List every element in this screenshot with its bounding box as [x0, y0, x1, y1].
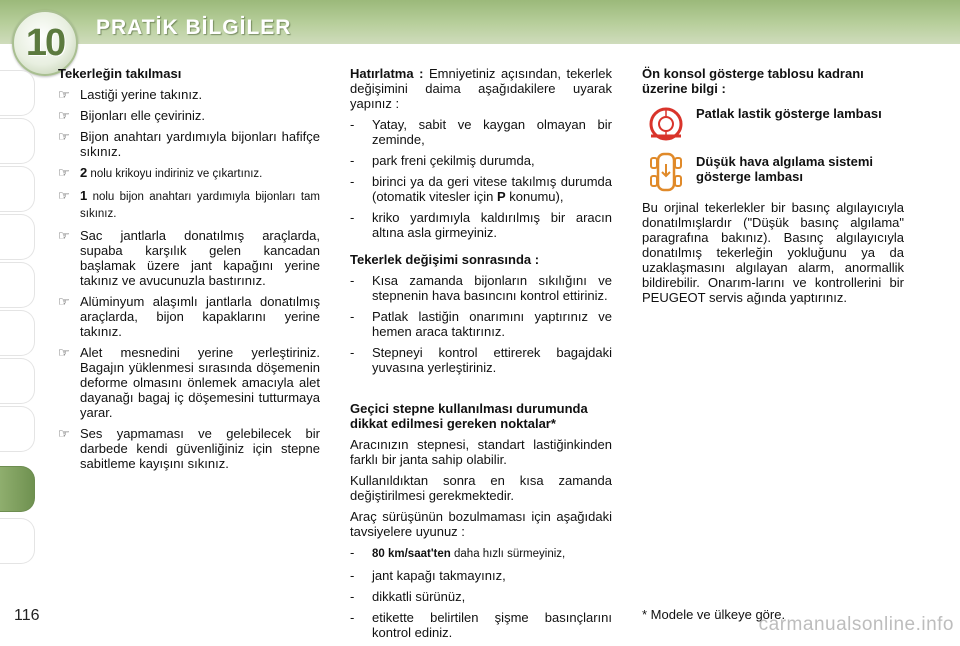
- list-item-bold: 80 km/saat'ten: [372, 548, 451, 560]
- list-item: [350, 610, 612, 640]
- chapter-number: 10: [25, 21, 65, 64]
- list-item-text: Sac jantlarla donatılmış araçlarda, supaba karşılık gelen kancadan başlamak üzere jant kapağını yerine takınız ve avucunuzla bastırınız.: [80, 228, 320, 288]
- list-item-text: Alüminyum alaşımlı jantlarla donatılmış araçlarda, bijon kapaklarını yerine takınız.: [80, 294, 320, 339]
- list-item-text: park freni çekilmiş durumda,: [372, 153, 535, 168]
- dash-bullet: -: [350, 174, 355, 189]
- pointing-hand-icon: ☞: [58, 188, 70, 203]
- list-item-text: Patlak lastiğin onarımını yaptırınız ve hemen araca taktırınız.: [372, 309, 612, 339]
- column-instrument-panel: [642, 66, 904, 311]
- page-title: PRATİK BİLGİLER: [96, 16, 292, 39]
- pointing-hand-icon: ☞: [58, 345, 70, 360]
- list-item-text: etikette belirtilen şişme basınçlarını kontrol ediniz.: [372, 610, 612, 640]
- paragraph: Aracınızın stepnesi, standart lastiğinkinden farklı bir janta sahip olabilir.: [350, 437, 612, 467]
- chapter-tab[interactable]: [0, 70, 35, 116]
- dash-bullet: -: [350, 210, 355, 225]
- list-item: [350, 210, 612, 240]
- instruction-list: [58, 87, 320, 471]
- flat-tyre-lamp-row: [642, 102, 904, 146]
- list-item: [58, 165, 320, 182]
- chapter-tab[interactable]: [0, 262, 35, 308]
- dash-bullet: -: [350, 153, 355, 168]
- list-item: [350, 309, 612, 339]
- step-number: 1: [80, 188, 88, 203]
- list-item-text: [372, 174, 612, 204]
- list-item-text: dikkatli sürünüz,: [372, 589, 466, 604]
- list-item-text: Kısa zamanda bijonların sıkılığını ve stepnenin hava basıncını kontrol ettiriniz.: [372, 273, 612, 303]
- reminder-list: [350, 117, 612, 240]
- chapter-tab[interactable]: [0, 214, 35, 260]
- list-item: [350, 545, 612, 562]
- pointing-hand-icon: ☞: [58, 228, 70, 243]
- list-item-text: Alet mesnedini yerine yerleştiriniz. Bagajın yüklenmesi sırasında döşemenin deforme olmasını önlemek amacıyla alet dayanağı bagaj iç döşemesini tutturmaya yarar.: [80, 345, 320, 420]
- list-item-text: jant kapağı takmayınız,: [372, 568, 506, 583]
- chapter-tab[interactable]: [0, 166, 35, 212]
- list-item-text: kriko yardımıyla kaldırılmış bir aracın altına asla girmeyiniz.: [372, 210, 612, 240]
- list-item-text: [80, 165, 320, 182]
- list-item: [58, 188, 320, 222]
- reminder-text: Emniyetiniz açısından, tekerlek değişimini daima aşağıdakilere uyarak yapınız :: [350, 66, 612, 111]
- list-item-text: Lastiği yerine takınız.: [80, 87, 203, 102]
- dash-bullet: -: [350, 545, 355, 560]
- list-item-text: [372, 545, 612, 562]
- list-item-text: Bijonları elle çeviriniz.: [80, 108, 205, 123]
- dash-bullet: -: [350, 117, 355, 132]
- low-pressure-lamp-row: [642, 150, 904, 194]
- list-item-text: Ses yapmaması ve gelebilecek bir darbede kendi güvenliğiniz için stepne sabitleme kayışını sıkınız.: [80, 426, 320, 471]
- list-item: [58, 87, 320, 102]
- list-item-text: Yatay, sabit ve kaygan olmayan bir zeminde,: [372, 117, 612, 147]
- pointing-hand-icon: ☞: [58, 426, 70, 441]
- reminder-label: Hatırlatma :: [350, 66, 424, 81]
- step-number: 2: [80, 165, 88, 180]
- dash-bullet: -: [350, 309, 355, 324]
- reminder-paragraph: [350, 66, 612, 111]
- list-item: [58, 108, 320, 123]
- pointing-hand-icon: ☞: [58, 165, 70, 180]
- dash-bullet: -: [350, 273, 355, 288]
- low-pressure-warning-icon: [642, 150, 696, 194]
- list-item-text-part: nolu krikoyu indiriniz ve çıkartınız.: [87, 168, 263, 180]
- list-item: [58, 294, 320, 339]
- flat-tyre-warning-icon: [642, 102, 696, 146]
- paragraph: Kullanıldıktan sonra en kısa zamanda değiştirilmesi gerekmektedir.: [350, 473, 612, 503]
- list-item-bold: P: [496, 189, 506, 204]
- section-heading: Geçici stepne kullanılması durumunda dikkat edilmesi gereken noktalar*: [350, 401, 588, 431]
- pointing-hand-icon: ☞: [58, 108, 70, 123]
- chapter-tab[interactable]: [0, 118, 35, 164]
- list-item: [58, 345, 320, 420]
- list-item-text-part: birinci ya da geri vitese takılmış durumda (otomatik vitesler için: [372, 174, 612, 204]
- list-item: [58, 426, 320, 471]
- list-item: [58, 129, 320, 159]
- list-item-text: [80, 188, 320, 222]
- column-reminder: [350, 66, 612, 646]
- list-item: [350, 589, 612, 604]
- list-item: [350, 174, 612, 204]
- page-number: 116: [14, 607, 40, 624]
- list-item: [350, 568, 612, 583]
- watermark: carmanualsonline.info: [758, 614, 954, 635]
- column-wheel-fitting: [58, 66, 320, 477]
- list-item-text: Bijon anahtarı yardımıyla bijonları hafifçe sıkınız.: [80, 129, 320, 159]
- paragraph: Araç sürüşünün bozulmaması için aşağıdaki tavsiyelere uyunuz :: [350, 509, 612, 539]
- after-change-list: [350, 273, 612, 375]
- footnote: * Modele ve ülkeye göre.: [642, 607, 786, 622]
- list-item: [350, 117, 612, 147]
- dash-bullet: -: [350, 610, 355, 625]
- pointing-hand-icon: ☞: [58, 87, 70, 102]
- sensor-paragraph: Bu orjinal tekerlekler bir basınç algılayıcıyla donatılmışlardır ("Düşük basınç algılama" paragrafına bakınız). Basınç algılayıcıyla donatılmış tekerleğin yokluğunu ya da uzaklaşmasını algılayan alarm, anormallik bildirebilir. Onarım-larını ve kontrollerini bir PEUGEOT servis ağında yaptırınız.: [642, 200, 904, 305]
- lamp-label: Patlak lastik gösterge lambası: [696, 106, 882, 121]
- section-heading: Tekerlek değişimi sonrasında :: [350, 252, 540, 267]
- dash-bullet: -: [350, 589, 355, 604]
- chapter-tab[interactable]: [0, 406, 35, 452]
- lamp-label: Düşük hava algılama sistemi gösterge lambası: [696, 154, 874, 184]
- dash-bullet: -: [350, 345, 355, 360]
- list-item-text-part: daha hızlı sürmeyiniz,: [450, 548, 566, 560]
- list-item-text-part: konumu),: [505, 189, 564, 204]
- list-item-text: Stepneyi kontrol ettirerek bagajdaki yuvasına yerleştiriniz.: [372, 345, 612, 375]
- list-item: [350, 345, 612, 375]
- chapter-tab-active[interactable]: [0, 466, 35, 512]
- dash-bullet: -: [350, 568, 355, 583]
- section-heading: Ön konsol gösterge tablosu kadranı üzerine bilgi :: [642, 66, 864, 96]
- chapter-tab[interactable]: [0, 358, 35, 404]
- list-item-text-part: nolu bijon anahtarı yardımıyla bijonları tam sıkınız.: [80, 191, 320, 220]
- list-item: [350, 273, 612, 303]
- chapter-tab[interactable]: [0, 518, 35, 564]
- temp-spare-list: [350, 545, 612, 640]
- pointing-hand-icon: ☞: [58, 294, 70, 309]
- list-item: [350, 153, 612, 168]
- section-heading: Tekerleğin takılması: [58, 66, 182, 81]
- list-item: [58, 228, 320, 288]
- pointing-hand-icon: ☞: [58, 129, 70, 144]
- chapter-tab[interactable]: [0, 310, 35, 356]
